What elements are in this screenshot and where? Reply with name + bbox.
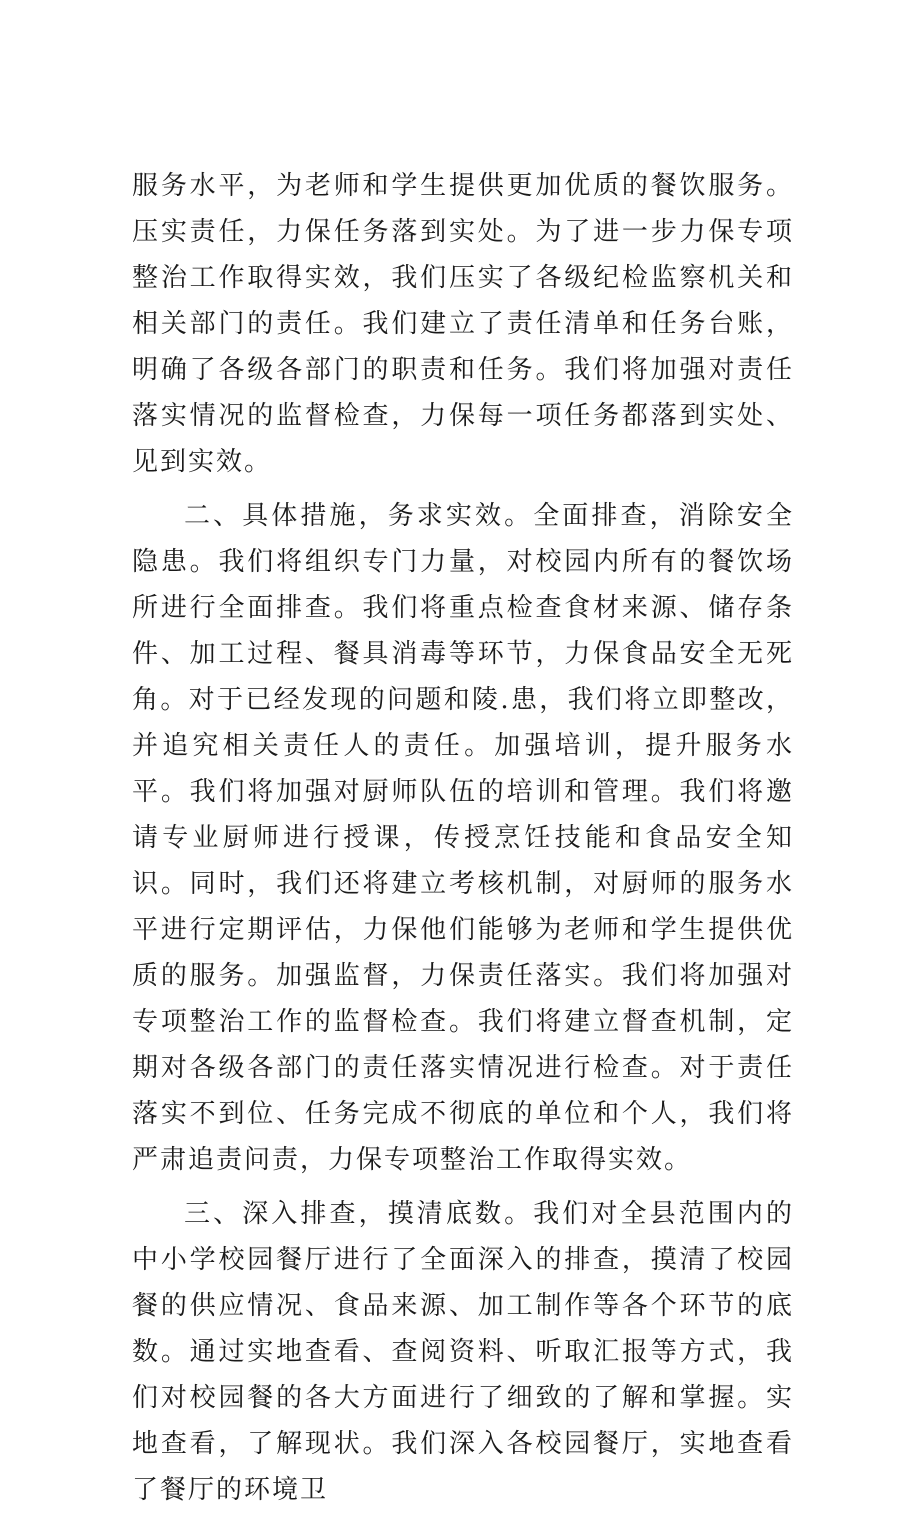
paragraph-section-two: 二、具体措施，务求实效。全面排查，消除安全隐患。我们将组织专门力量，对校园内所有的餐饮场所进行全面排查。我们将重点检查食材来源、储存条件、加工过程、餐具消毒等环节，力保食品安全无死角。对于已经发现的问题和陵.患，我们将立即整改，并追究相关责任人的责任。加强培训，提升服务水平。我们将加强对厨师队伍的培训和管理。我们将邀请专业厨师进行授课，传授烹饪技能和食品安全知识。同时，我们还将建立考核机制，对厨师的服务水平进行定期评估，力保他们能够为老师和学生提供优质的服务。加强监督，力保责任落实。我们将加强对专项整治工作的监督检查。我们将建立督查机制，定期对各级各部门的责任落实情况进行检查。对于责任落实不到位、任务完成不彻底的单位和个人，我们将严肃追责问责，力保专项整治工作取得实效。 (132, 501, 794, 1175)
paragraph-continuation: 服务水平，为老师和学生提供更加优质的餐饮服务。压实责任，力保任务落到实处。为了进一步力保专项整治工作取得实效，我们压实了各级纪检监察机关和相关部门的责任。我们建立了责任清单和任务台账，明确了各级各部门的职责和任务。我们将加强对责任落实情况的监督检查，力保每一项任务都落到实处、见到实效。 (132, 171, 794, 477)
paragraph-section-three: 三、深入排查，摸清底数。我们对全县范围内的中小学校园餐厅进行了全面深入的排查，摸清了校园餐的供应情况、食品来源、加工制作等各个环节的底数。通过实地查看、查阅资料、听取汇报等方式，我们对校园餐的各大方面进行了细致的了解和掌握。实地查看，了解现状。我们深入各校园餐厅，实地查看了餐厅的环境卫 (132, 1199, 794, 1505)
document-body (132, 163, 794, 1513)
